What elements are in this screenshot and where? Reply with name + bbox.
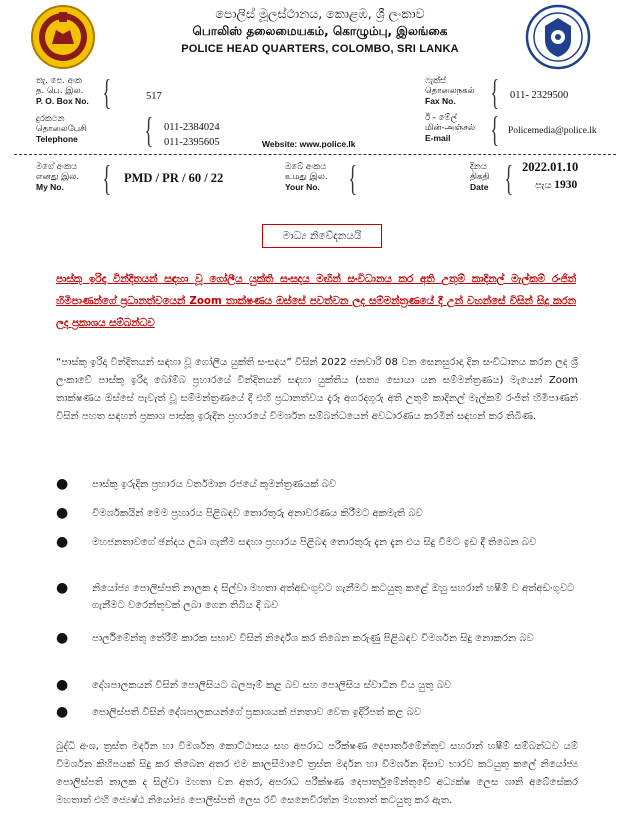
bullet-icon: ● xyxy=(56,630,69,646)
media-release-label: මාධ්‍ය නිවේදනයයි xyxy=(262,224,382,248)
telephone-label: දුරකථන தொலைபேசி Telephone xyxy=(36,114,87,144)
police-emblem-icon xyxy=(525,4,591,70)
pobox-brace: { xyxy=(102,72,111,112)
bullet-icon: ● xyxy=(56,704,69,720)
header-divider xyxy=(14,154,616,155)
your-no-label: ඔබේ අංකය உமது இல. Your No. xyxy=(285,162,328,192)
bullet-icon: ● xyxy=(56,476,69,492)
header-tamil: பொலிஸ் தலைமையகம், கொழும்பு, இலங்கை xyxy=(192,24,448,38)
my-no-label: මගේ අංකය எனது இல. My No. xyxy=(36,162,79,192)
intro-paragraph: “පාස්කු ඉරිදා වින්දිතයන් සඳහා වූ ගෝලීය යුක්ති සංසදය” විසින් 2022 ජනවාරි 08 වන සෙනසුරාදා දින සංවිධානය කරන ලද ශ්‍රී ලංකාවේ පාස්කු ඉරිදා බෝම්බ ප්‍රහාරයේ වින්දිතයන් සඳහා යුක්තිය (සත්‍ය සොයා යන සම්මන්ත්‍රණය) මැයෙන් Zoom තාක්ෂණය ඔස්සේ පැවැත් වූ සම්මන්ත්‍රණයේ දී එහි ප්‍රධානත්වය දැරූ අගරදගුරු අති උතුම් කාදිනල් මැල්කම් රංජිත් හිමිපාණන් විසින් පහත සඳහන් ප්‍රකාශ පාස්කු ඉරුදින ප්‍රහාරයේ විමර්ශන සම්බන්ධයෙන් අවධාරණය කරමින් සඳහන් කර තිබිණ. xyxy=(56,357,578,422)
email-label: ඊ - මේල් மின்-அஞ்சல் E-mail xyxy=(425,113,476,143)
telephone-value-1: 011-2384024 xyxy=(164,122,220,133)
time-label: පැය xyxy=(535,180,552,191)
date-label: දිනය திகதி Date xyxy=(470,162,490,192)
bullet-icon: ● xyxy=(56,677,69,693)
header-sinhala: පොලිස් මූලස්ථානය, කොළඹ, ශ්‍රී ලංකාව xyxy=(215,6,425,21)
fax-value: 011- 2329500 xyxy=(510,90,569,101)
bullet-icon: ● xyxy=(56,534,69,550)
header-english: POLICE HEAD QUARTERS, COLOMBO, SRI LANKA xyxy=(181,43,459,55)
telephone-brace: { xyxy=(144,110,153,150)
fax-label: ෆැක්ස් தொலைநகல் Fax No. xyxy=(425,76,475,106)
bullet-icon: ● xyxy=(56,580,69,596)
your-no-brace: { xyxy=(348,158,357,198)
my-no-value: PMD / PR / 60 / 22 xyxy=(124,171,224,185)
email-value[interactable]: Policemedia@police.lk xyxy=(508,126,597,136)
release-title: පාස්කු ඉරිදා වින්දිතයන් සඳහා වූ ගෝලීය යුක්ති සංසදය මඟින් සංවිධානය කර අති උතුම් කාදිනල් මැල්කම් රංජිත් හිමිපාණන්ගේ ප්‍රධානත්වයෙන් Zoom තාක්ෂණය ඔස්සේ පවත්වන ලද සම්මන්ත්‍රණයේ දී උන් වහන්සේ විසින් සිදු කරන ලද ප්‍රකාශය සම්බන්ධව xyxy=(56,273,576,329)
fax-brace: { xyxy=(490,72,499,112)
website-link[interactable]: Website: www.police.lk xyxy=(262,139,356,149)
closing-paragraph: බුද්ධි අංශ, ත්‍රස්ත මර්දන හා විමර්ශන කොට්ඨාසය සහ අපරාධ පරීක්ෂණ දෙපාර්තමේන්තුව සහරාන් හෂීම් සම්බන්ධව යම් විමර්ශන කිහිපයක් සිදු කර තිබෙන අතර එම කාලසීමාවේ ත්‍රස්ත මර්දන හා විමර්ශන දිසාව භාරව කටයුතු කලේ නියෝජ්‍ය පොලිස්පති නාලක ද සිල්වා මහතා වන අතර, අපරාධ පරීක්ෂණ දෙපාර්තුමේන්තුවේ අධ්‍යක්ෂ ලෙස ශානි අබේසේකර මහතාත් එහි ජ්‍යෙෂ්ඨ නියෝජ්‍ය පොලිස්පති ලෙස රවි සෙනෙවිරත්න මහතාත් කටයුතු කර ඇත. xyxy=(56,741,578,806)
date-brace: { xyxy=(504,158,513,198)
telephone-value-2: 011-2395605 xyxy=(164,137,220,148)
time-value: 1930 xyxy=(554,179,578,191)
my-no-brace: { xyxy=(102,158,111,198)
time-line xyxy=(535,179,577,191)
bullet-icon: ● xyxy=(56,505,69,521)
sri-lanka-emblem-icon xyxy=(30,4,96,70)
email-brace: { xyxy=(490,109,499,149)
date-value: 2022.01.10 xyxy=(522,160,579,174)
pobox-label: තැ. පෙ. අංක த. பெ. இல. P. O. Box No. xyxy=(36,76,89,106)
pobox-value: 517 xyxy=(146,91,162,102)
